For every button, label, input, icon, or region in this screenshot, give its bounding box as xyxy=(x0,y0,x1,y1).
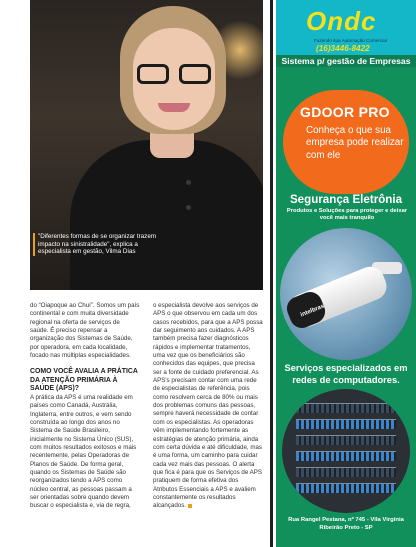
rack-row xyxy=(296,435,396,445)
security-camera-image xyxy=(280,228,412,360)
security-subtitle: Produtos e Soluções para proteger e deixar você mais tranquilo xyxy=(286,208,408,222)
photo-mouth xyxy=(158,103,190,112)
sweater-button xyxy=(186,180,191,185)
network-rack-image xyxy=(282,389,410,513)
rack-row xyxy=(296,483,396,493)
page-divider xyxy=(270,0,273,547)
ad-logo: Ondc xyxy=(306,6,377,36)
camera-brand: intelbras xyxy=(299,303,326,319)
photo-glasses xyxy=(137,64,211,86)
article-paragraph-text: o especialista devolve aos serviços de APS o que observou em cada um dos casos recebidos, para que a APS possa dar seguimento aos cuidados. A APS também precisa fazer diagnósticos rápidos e implementar tratamentos, uma vez que os beneficiários são conhecidos das equipes, que precisa ser a fonte de cuidado preferencial. As APS's precisam contar com uma rede de especialistas de referência, pois como resolvem cerca de 80% ou mais dos problemas comuns das pessoas, sempre haverá necessidade de contar com os especialistas. As operadoras vêm implementando fortemente as estratégias de atenção primária, ainda com certa dúvida e até dificuldade, mas é uma forma, um caminho para cuidar cada vez mais das pessoas. O alerta que fica é para que os Serviços de APS pratiquem de forma efetiva dos Atributos Essenciais a APS e avaliem constantemente os resultados alcançados. xyxy=(153,302,263,510)
article-paragraph: A prática da APS é uma realidade em países como Canadá, Austrália, Inglaterra, entre outros, e vem sendo construída ao longo dos anos no Sistema de Saúde Brasileiro, inicialmente no Sistema Único (SUS), com muitos resultados exitosos e mais recentemente, pelas Operadoras de Planos de Saúde. De forma geral, quando os Sistemas de Saúde são reorganizados tendo a APS como núcleo central, as pessoas passam a ser orientadas sobre quando devem buscar o especialista e, via de regra, xyxy=(30,394,137,510)
photo-sweater xyxy=(70,140,263,290)
article-question-heading: COMO VOCÊ AVALIA A PRÁTICA DA ATENÇÃO PRIMÁRIA À SAÚDE (APS)? xyxy=(30,368,138,392)
ad-address: Rua Rangel Pestana, nº 745 - Vila Virgínia Ribeirão Preto - SP xyxy=(288,517,404,531)
sweater-button xyxy=(186,205,191,210)
rack-row xyxy=(296,403,396,413)
ad-logo-tagline: Fazendo sua Automação Comercial xyxy=(314,38,387,43)
network-services-heading: Serviços especializados em redes de computadores. xyxy=(284,363,408,385)
ad-phone: (16)3446-8422 xyxy=(316,44,370,53)
ad-systems-heading: Sistema p/ gestão de Empresas xyxy=(276,55,416,67)
article-paragraph xyxy=(153,302,263,511)
gdoor-title: GDOOR PRO xyxy=(300,104,390,120)
article-paragraph: do “Oiapoque ao Chuí”. Somos um país continental e com muita diversidade regional na oferta de serviços de saúde. É preciso repensar a organização dos Sistemas de Saúde, por operadora, em cada localidade, focado nas múltiplas especialidades. xyxy=(30,302,140,360)
rack-row xyxy=(296,451,396,461)
security-title: Segurança Eletrônia xyxy=(289,193,403,206)
article-column-2 xyxy=(153,302,263,511)
rack-row xyxy=(296,419,396,429)
photo-caption: "Diferentes formas de se organizar trazem impacto na sinistralidade", explica a especialista em gestão, Vilma Dias xyxy=(33,233,163,256)
end-of-article-mark xyxy=(188,504,192,508)
article-column-1 xyxy=(30,302,140,511)
advertisement-sidebar[interactable] xyxy=(276,0,416,547)
gdoor-text: Conheça o que sua empresa pode realizar com ele xyxy=(306,125,404,161)
rack-row xyxy=(296,467,396,477)
